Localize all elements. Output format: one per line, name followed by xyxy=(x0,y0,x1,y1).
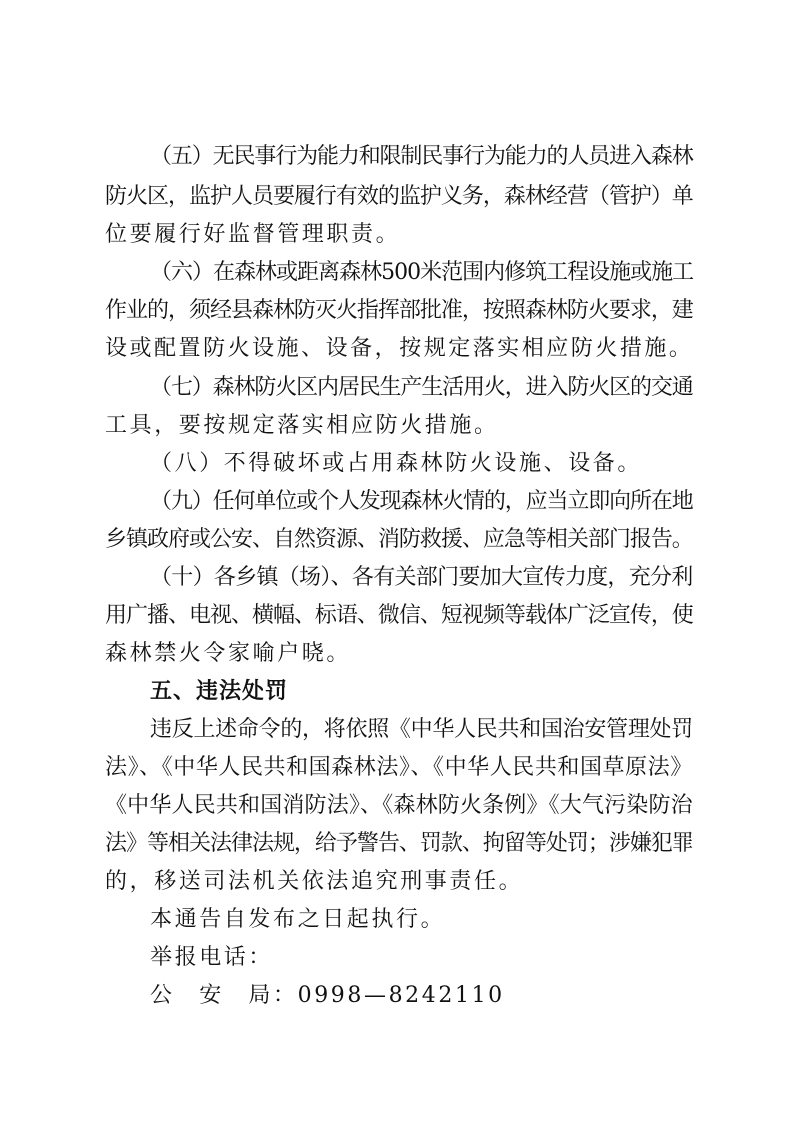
para-6-line-2: 作业的，须经县森林防灭火指挥部批准，按照森林防火要求，建 xyxy=(105,298,693,323)
penalty-line-3: 《中华人民共和国消防法》、《森林防火条例》《大气污染防治 xyxy=(105,793,693,818)
police-phone-line: 公 安 局：0998—8242110 xyxy=(150,983,505,1008)
para-5-line-1: （五）无民事行为能力和限制民事行为能力的人员进入森林 xyxy=(150,144,693,169)
section-5-heading: 五、违法处罚 xyxy=(150,679,289,704)
penalty-line-2: 法》、《中华人民共和国森林法》、《中华人民共和国草原法》 xyxy=(105,755,693,780)
penalty-line-5: 的，移送司法机关依法追究刑事责任。 xyxy=(105,869,524,894)
report-phone-label: 举报电话： xyxy=(150,945,274,970)
para-8-line-1: （八）不得破坏或占用森林防火设施、设备。 xyxy=(150,451,643,476)
para-10-line-1: （十）各乡镇（场）、各有关部门要加大宣传力度，充分利 xyxy=(150,565,693,590)
para-9-line-1: （九）任何单位或个人发现森林火情的，应当立即向所在地 xyxy=(150,489,693,514)
para-7-line-1: （七）森林防火区内居民生产生活用火，进入防火区的交通 xyxy=(150,375,693,400)
para-7-line-2: 工具，要按规定落实相应防火措施。 xyxy=(105,413,499,438)
penalty-line-4: 法》等相关法律法规，给予警告、罚款、拘留等处罚；涉嫌犯罪 xyxy=(105,831,693,856)
para-6-line-3: 设或配置防火设施、设备，按规定落实相应防火措施。 xyxy=(105,336,694,361)
para-5-line-2: 防火区，监护人员要履行有效的监护义务，森林经营（管护）单 xyxy=(105,184,693,209)
para-6-line-1: （六）在森林或距离森林500米范围内修筑工程设施或施工 xyxy=(150,260,694,285)
effective-notice: 本通告自发布之日起执行。 xyxy=(150,907,446,932)
para-10-line-2: 用广播、电视、横幅、标语、微信、短视频等载体广泛宣传，使 xyxy=(105,603,693,628)
penalty-line-1: 违反上述命令的，将依照《中华人民共和国治安管理处罚 xyxy=(150,717,694,742)
para-9-line-2: 乡镇政府或公安、自然资源、消防救援、应急等相关部门报告。 xyxy=(105,527,693,552)
para-5-line-3: 位要履行好监督管理职责。 xyxy=(105,222,401,247)
para-10-line-3: 森林禁火令家喻户晓。 xyxy=(105,641,352,666)
